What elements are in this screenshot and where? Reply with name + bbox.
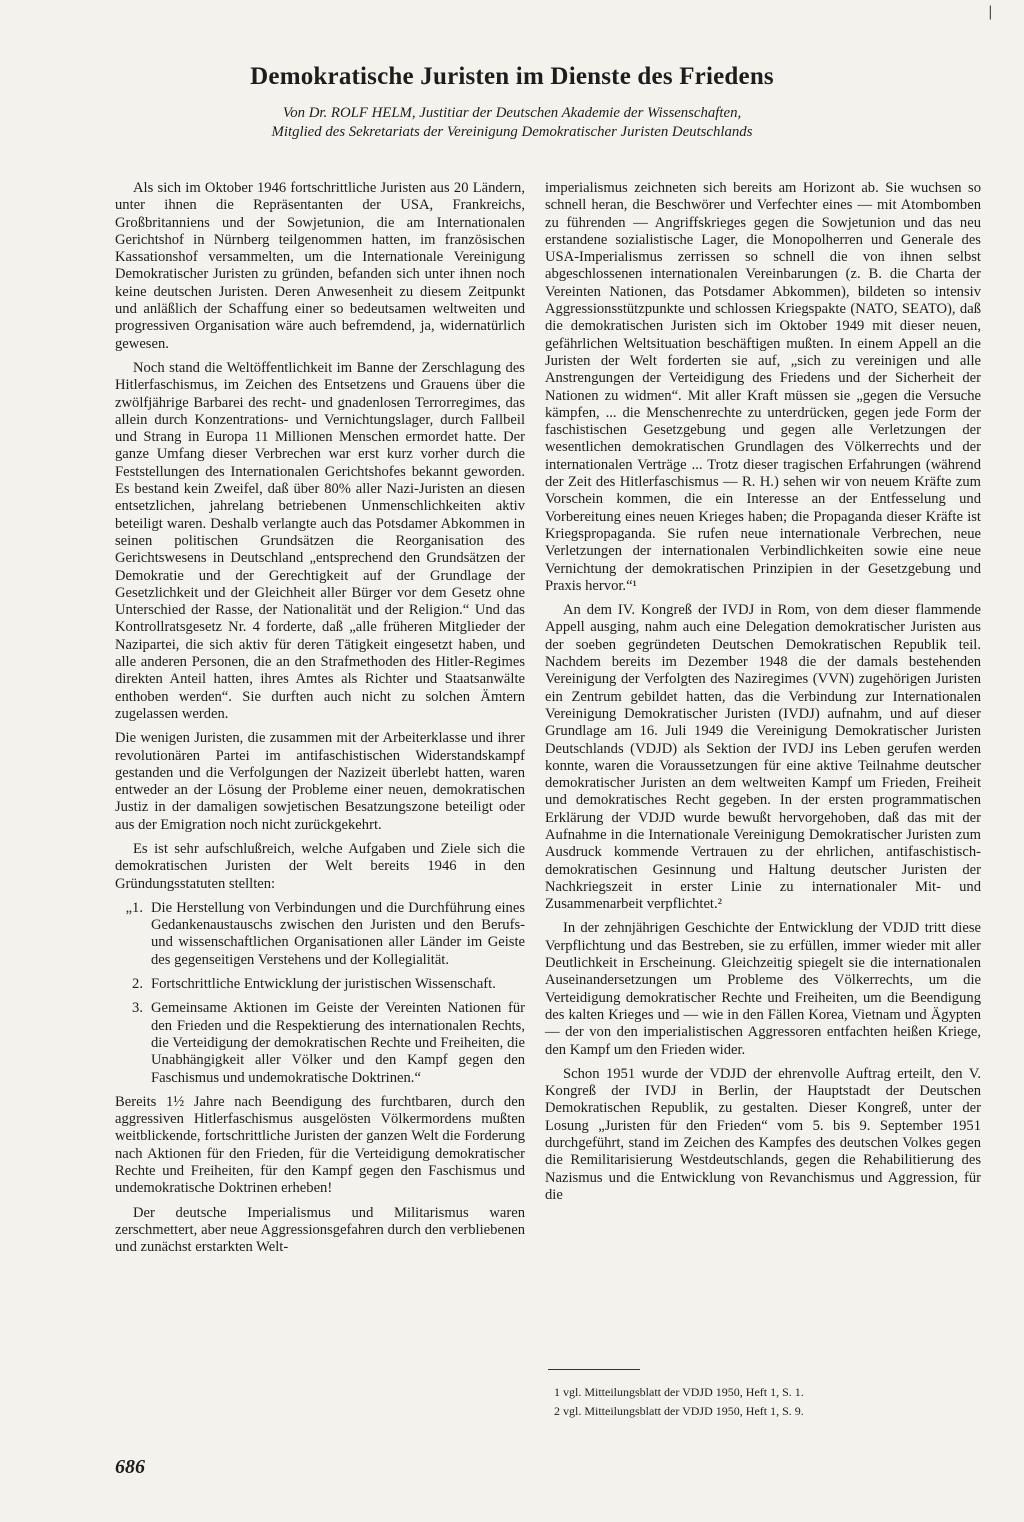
byline-line-1: Von Dr. ROLF HELM, Justitiar der Deutschen Akademie der Wissenschaften, (282, 105, 742, 121)
statute-item-3 (132, 1000, 525, 1086)
author-byline (160, 104, 864, 142)
statute-item-3-text: Gemeinsame Aktionen im Geiste der Vereinten Nationen für den Frieden und die Respektierung des internationalen Rechts, die Verteidigung der demokratischen Rechte und Freiheiten, die Unabhängigkeit aller Völker und den Kampf gegen den Faschismus und undemokratische Doktrinen.“ (151, 1000, 525, 1086)
left-paragraph-4: Es ist sehr aufschlußreich, welche Aufgaben und Ziele sich die demokratischen Juristen der Welt bereits 1946 in den Gründungsstatuten stellten: (115, 840, 525, 892)
page-number: 686 (115, 1456, 145, 1478)
byline-line-2: Mitglied des Sekretariats der Vereinigung Demokratischer Juristen Deutschlands (271, 124, 753, 140)
left-paragraph-2: Noch stand die Weltöffentlichkeit im Banne der Zerschlagung des Hitlerfaschismus, im Zeichen des Entsetzens und Grauens über die zwölfjährige Barbarei des recht- und gnadenlosen Terrorregimes, das allein durch Konzentrations- und Vernichtungslager, durch Fallbeil und Strang in Europa 11 Millionen Menschen ermordet hatte. Der ganze Umfang dieser Verbrechen war erst kurz vorher durch die Feststellungen des Internationalen Gerichtshofes bekannt geworden. Es bestand kein Zweifel, daß über 80% aller Nazi-Juristen an diesen entsetzlichen, jahrelang betriebenen Unmenschlichkeiten aktiv beteiligt waren. Deshalb verlangte auch das Potsdamer Abkommen in seinen politischen Grundsätzen die Reorganisation des Gerichtswesens in Deutschland „entsprechend den Grundsätzen der Demokratie und der Gerechtigkeit auf der Grundlage der Gesetzlichkeit und der Gleichheit aller Bürger vor dem Gesetz ohne Unterschied der Rasse, der Nationalität und der Religion.“ Und das Kontrollratsgesetz Nr. 4 forderte, daß „alle früheren Mitglieder der Nazipartei, die sich aktiv für deren Tätigkeit eingesetzt haben, und alle anderen Personen, die an den Strafmethoden des Hitler-Regimes direkten Anteil hatten, ihres Amtes als Richter und Staatsanwälte enthoben werden“. Sie durften auch nicht zu solchen Ämtern zugelassen werden. (115, 359, 525, 722)
footnote-rule (548, 1369, 640, 1370)
left-paragraph-5: Bereits 1½ Jahre nach Beendigung des furchtbaren, durch den aggressiven Hitlerfaschismus ausgelösten Völkermordens mußten weitblickende, fortschrittliche Juristen der ganzen Welt die Forderung nach Aktionen für den Frieden, für die Verteidigung demokratischer Rechte und Freiheiten, für den Kampf gegen den Faschismus und undemokratische Doktrinen erheben! (115, 1093, 525, 1197)
footnote-1: 1 vgl. Mitteilungsblatt der VDJD 1950, Heft 1, S. 1. (554, 1385, 804, 1399)
right-paragraph-3: In der zehnjährigen Geschichte der Entwicklung der VDJD tritt diese Verpflichtung und das Bestreben, sie zu erfüllen, immer wieder mit aller Deutlichkeit in Erscheinung. Gleichzeitig spiegelt sie die internationalen Auseinandersetzungen um Probleme des Völkerrechts, um die Verteidigung demokratischer Rechte und Freiheiten, um die Beendigung des kalten Krieges und — wie in den Fällen Korea, Vietnam und Ägypten — der von den imperialistischen Aggressoren entfachten heißen Kriege, den Kampf um den Frieden wider. (545, 920, 981, 1058)
statute-item-1-number: „1. (125, 899, 143, 916)
left-paragraph-3: Die wenigen Juristen, die zusammen mit der Arbeiterklasse und ihrer revolutionären Partei im antifaschistischen Widerstandskampf gestanden und die Verfolgungen der Nazizeit überlebt hatten, waren entweder an der Lösung der Probleme einer neuen, demokratischen Justiz in der damaligen sowjetischen Besatzungszone beteiligt oder aus der Emigration noch nicht zurückgekehrt. (115, 730, 525, 833)
footnote-2: 2 vgl. Mitteilungsblatt der VDJD 1950, Heft 1, S. 9. (554, 1404, 804, 1418)
right-paragraph-1: imperialismus zeichneten sich bereits am Horizont ab. Sie wuchsen so schnell heran, die Beschwörer und Verfechter eines — mit Atombomben zu führenden — Angriffskrieges gegen die Sowjetunion und das neu erstandene sozialistische Lager, die Monopolherren und Generale des USA-Imperialismus zerrissen so schnell die von ihnen selbst abgeschlossenen internationalen Vereinbarungen (z. B. die Charta der Vereinten Nationen, das Potsdamer Abkommen), bildeten so intensiv Aggressionsstützpunkte und schlossen Kriegspakte (NATO, SEATO), daß die demokratischen Juristen sich im Oktober 1949 mit dieser neuen, gefährlichen Weltsituation beschäftigen mußten. In einem Appell an die Juristen der Welt forderten sie auf, „sich zu vereinigen und alle Anstrengungen der Verteidigung des Friedens und der Sicherheit der Nationen zu widmen“. Mit aller Kraft müssen sie „gegen die Versuche kämpfen, ... die Menschenrechte zu unterdrücken, gegen jede Form der faschistischen Gesetzgebung und gegen alle Verletzungen der wesentlichen demokratischen Grundlagen des Völkerrechts und der internationalen Verträge ... Trotz dieser tragischen Erfahrungen (während der Zeit des Hitlerfaschismus — R. H.) sehen wir von neuem Kräfte zum Vorschein kommen, die ein Interesse an der Entfesselung und Vorbereitung eines neuen Krieges haben; die Propaganda dieser Kräfte ist Kriegspropaganda. Sie rufen neue internationale Verbrechen, neue Verletzungen der internationalen Verbindlichkeiten sowie eine neue Vernichtung der demokratischen Prinzipien in der Gesetzgebung und Praxis hervor.“¹ (545, 180, 981, 594)
statute-item-1-text: Die Herstellung von Verbindungen und die Durchführung eines Gedankenaustauschs zwischen den Juristen und den Berufs- und wissenschaftlichen Organisationen aller Länder im Geiste des gegenseitigen Verstehens und der Kollegialität. (151, 899, 525, 968)
article-title: Demokratische Juristen im Dienste des Friedens (250, 63, 774, 90)
left-paragraph-6: Der deutsche Imperialismus und Militarismus waren zerschmettert, aber neue Aggressionsgefahren durch den verbliebenen und zunächst erstarkten Welt- (115, 1204, 525, 1256)
statute-item-1 (125, 899, 525, 969)
statute-item-3-number: 3. (132, 1000, 143, 1017)
statute-item-2-number: 2. (132, 976, 143, 993)
statute-item-2-text: Fortschrittliche Entwicklung der juristischen Wissenschaft. (151, 976, 496, 993)
left-column (115, 180, 525, 1264)
footnotes (548, 1383, 978, 1421)
left-paragraph-1: Als sich im Oktober 1946 fortschrittliche Juristen aus 20 Ländern, unter ihnen die Repräsentanten der USA, Frankreichs, Großbritanniens und der Sowjetunion, die am Internationalen Gerichtshof in Nürnberg teilgenommen hatten, im französischen Kassationshof versammelten, um die Internationale Vereinigung Demokratischer Juristen zu gründen, befanden sich unter ihnen noch keine deutschen Juristen. Deren Anwesenheit zu diesem Zeitpunkt und anläßlich der Schaffung einer so bedeutsamen weltweiten und progressiven Organisation wäre auch befremdend, ja, widernatürlich gewesen. (115, 180, 525, 352)
right-paragraph-2: An dem IV. Kongreß der IVDJ in Rom, von dem dieser flammende Appell ausging, nahm auch eine Delegation demokratischer Juristen aus der soeben gegründeten Deutschen Demokratischen Republik teil. Nachdem bereits im Dezember 1948 die der damals bestehenden Vereinigung der Verfolgten des Naziregimes (VVN) zugehörigen Juristen ein Zentrum gebildet hatten, das die Verbindung zur Internationalen Vereinigung Demokratischer Juristen (IVDJ) aufnahm, und auf dieser Grundlage am 16. Juli 1949 die Vereinigung Demokratischer Juristen Deutschlands (VDJD) als Sektion der IVDJ ins Leben gerufen werden konnte, waren die Voraussetzungen für eine aktive Teilnahme deutscher demokratischer Juristen an dem weltweiten Kampf um Frieden, Freiheit und demokratisches Recht gegeben. In der ersten programmatischen Erklärung der VDJD wurde bewußt hervorgehoben, daß das mit der Aufnahme in die Internationale Vereinigung Demokratischer Juristen zum Ausdruck kommende Vertrauen zu der ehrlichen, antifaschistisch-demokratischen Gesinnung und Haltung deutscher Juristen der Nachkriegszeit in erster Linie zu internationaler Mit- und Zusammenarbeit verpflichtet.² (545, 602, 981, 913)
right-paragraph-4: Schon 1951 wurde der VDJD der ehrenvolle Auftrag erteilt, den V. Kongreß der IVDJ in Berlin, der Hauptstadt der Deutschen Demokratischen Republik, zu gestalten. Dieser Kongreß, unter der Losung „Juristen für den Frieden“ vom 5. bis 9. September 1951 durchgeführt, stand im Zeichen des Kampfes des deutschen Volkes gegen die Remilitarisierung Westdeutschlands, gegen die Rehabilitierung des Nazismus und die Entwicklung von Revanchismus und Aggression, für die (545, 1065, 981, 1203)
statute-item-2 (132, 976, 525, 993)
right-column (545, 180, 981, 1211)
corner-mark: | (988, 4, 993, 20)
